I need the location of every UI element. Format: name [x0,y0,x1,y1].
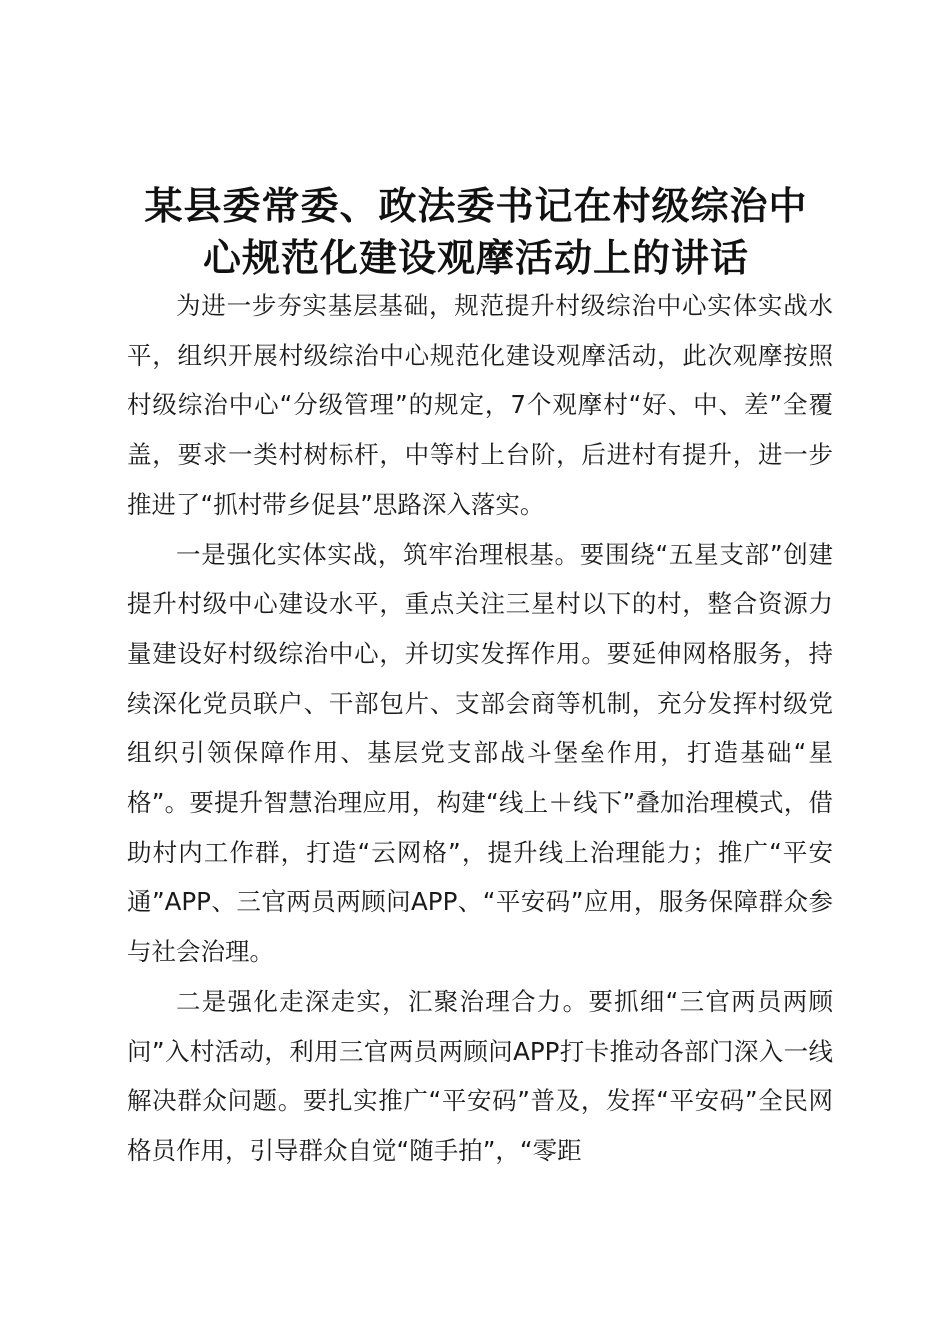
title-line-1: 某县委常委、政法委书记在村级综治中 [144,184,808,228]
paragraph-intro: 为进一步夯实基层基础，规范提升村级综治中心实体实战水平，组织开展村级综治中心规范化建设观摩活动，此次观摩按照村级综治中心“分级管理”的规定，7个观摩村“好、中、差”全覆盖，要求一类村树标杆，中等村上台阶，后进村有提升，进一步推进了“抓村带乡促县”思路深入落实。 [127,291,833,519]
paragraph-point-one: 一是强化实体实战，筑牢治理根基。要围绕“五星支部”创建提升村级中心建设水平，重点关注三星村以下的村，整合资源力量建设好村级综治中心，并切实发挥作用。要延伸网格服务，持续深化党员联户、干部包片、支部会商等机制，充分发挥村级党组织引领保障作用、基层党支部战斗堡垒作用，打造基础“星格”。要提升智慧治理应用，构建“线上＋线下”叠加治理模式，借助村内工作群，打造“云网格”，提升线上治理能力；推广“平安通”APP、三官两员两顾问APP、“平安码”应用，服务保障群众参与社会治理。 [127,539,833,967]
document-title [120,180,832,284]
paragraph-point-two: 二是强化走深走实，汇聚治理合力。要抓细“三官两员两顾问”入村活动，利用三官两员两顾问APP打卡推动各部门深入一线解决群众问题。要扎实推广“平安码”普及，发挥“平安码”全民网格员作用，引导群众自觉“随手拍”，“零距 [127,986,833,1165]
title-line-2: 心规范化建设观摩活动上的讲话 [202,236,749,280]
document-body [127,281,833,1176]
